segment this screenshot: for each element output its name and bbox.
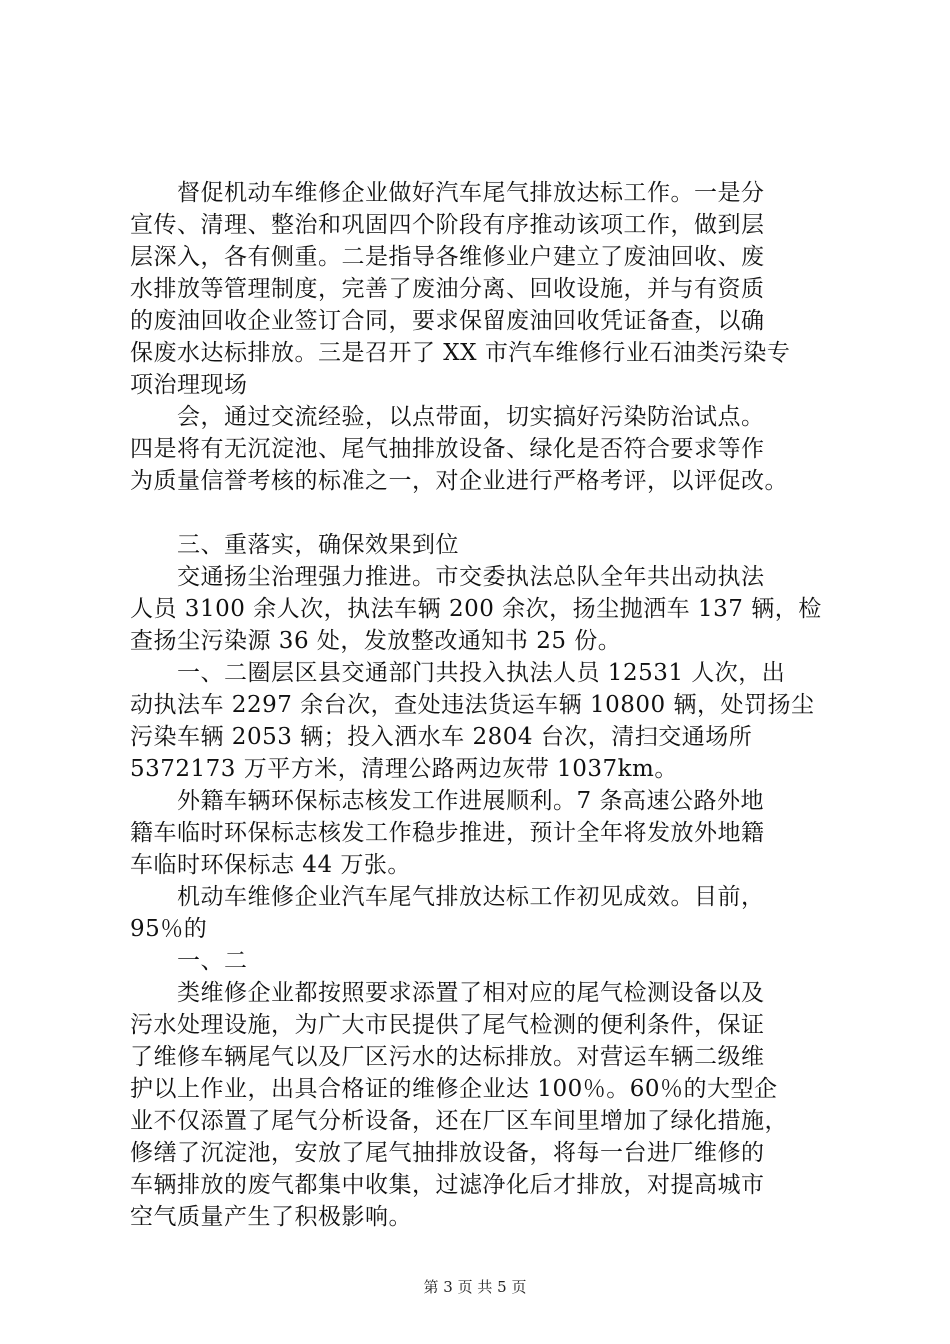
text-line: 车临时环保标志 44 万张。 [130,852,411,878]
text-line: 宣传、清理、整治和巩固四个阶段有序推动该项工作，做到层 [130,212,765,238]
text-line: 为质量信誉考核的标准之一，对企业进行严格考评，以评促改。 [130,468,788,494]
text-line: 外籍车辆环保标志核发工作进展顺利。7 条高速公路外地 [130,788,764,814]
body-text [130,177,835,1233]
text-line: 污染车辆 2053 辆；投入洒水车 2804 台次，清扫交通场所 [130,724,753,750]
text-line: 交通扬尘治理强力推进。市交委执法总队全年共出动执法 [130,564,765,590]
text-line: 查扬尘污染源 36 处，发放整改通知书 25 份。 [130,628,622,654]
text-line: 三、重落实，确保效果到位 [130,532,459,558]
text-line: 一、二 [130,948,248,974]
text-line: 项治理现场 [130,372,248,398]
text-line: 四是将有无沉淀池、尾气抽排放设备、绿化是否符合要求等作 [130,436,765,462]
text-line: 护以上作业，出具合格证的维修企业达 100％。60％的大型企 [130,1076,778,1102]
text-line: 层深入，各有侧重。二是指导各维修业户建立了废油回收、废 [130,244,765,270]
text-line: 保废水达标排放。三是召开了 XX 市汽车维修行业石油类污染专 [130,340,791,366]
text-line: 机动车维修企业汽车尾气排放达标工作初见成效。目前， [130,884,765,910]
text-line: 车辆排放的废气都集中收集，过滤净化后才排放，对提高城市 [130,1172,765,1198]
text-line: 籍车临时环保标志核发工作稳步推进，预计全年将发放外地籍 [130,820,765,846]
text-line: 一、二圈层区县交通部门共投入执法人员 12531 人次，出 [130,660,786,686]
text-line: 业不仅添置了尾气分析设备，还在厂区车间里增加了绿化措施， [130,1108,788,1134]
text-line: 督促机动车维修企业做好汽车尾气排放达标工作。一是分 [130,180,765,206]
text-line: 动执法车 2297 余台次，查处违法货运车辆 10800 辆，处罚扬尘 [130,692,815,718]
text-line: 的废油回收企业签订合同，要求保留废油回收凭证备查，以确 [130,308,765,334]
text-line: 了维修车辆尾气以及厂区污水的达标排放。对营运车辆二级维 [130,1044,765,1070]
text-line: 5372173 万平方米，清理公路两边灰带 1037km。 [130,756,678,782]
page-footer: 第 3 页 共 5 页 [423,1278,527,1296]
text-line: 空气质量产生了积极影响。 [130,1204,412,1230]
paragraph-gap [130,497,835,529]
text-line: 污水处理设施，为广大市民提供了尾气检测的便利条件，保证 [130,1012,765,1038]
text-line: 会，通过交流经验，以点带面，切实搞好污染防治试点。 [130,404,765,430]
text-line: 修缮了沉淀池，安放了尾气抽排放设备，将每一台进厂维修的 [130,1140,765,1166]
text-line: 类维修企业都按照要求添置了相对应的尾气检测设备以及 [130,980,765,1006]
text-line: 95％的 [130,916,208,942]
text-line: 人员 3100 余人次，执法车辆 200 余次，扬尘抛洒车 137 辆，检 [130,596,822,622]
text-line: 水排放等管理制度，完善了废油分离、回收设施，并与有资质 [130,276,765,302]
